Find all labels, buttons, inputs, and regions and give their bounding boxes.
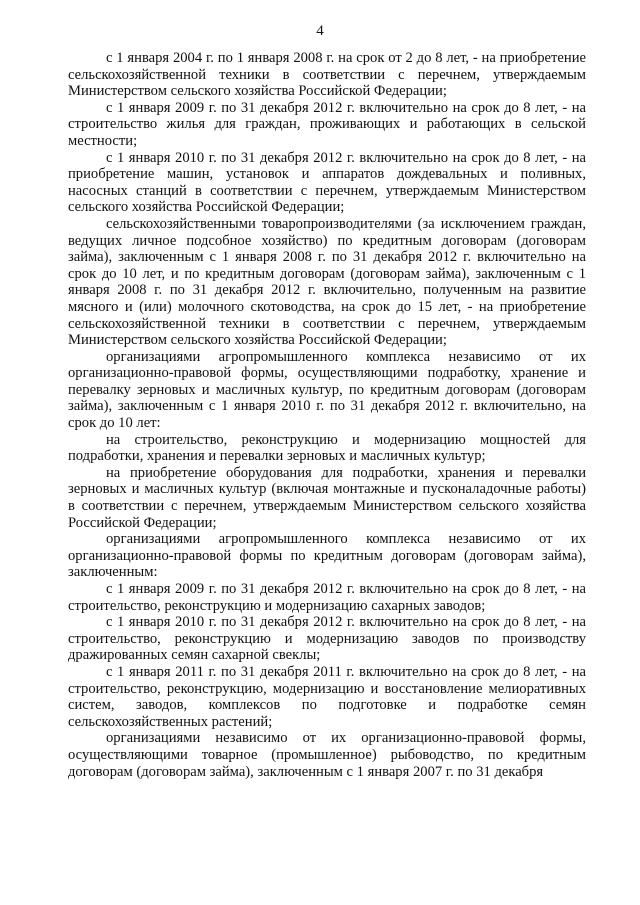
- paragraph: организациями агропромышленного комплекса независимо от их организационно-правовой формы по кредитным договорам (договорам займа), заключенным:: [68, 531, 586, 581]
- paragraph: с 1 января 2011 г. по 31 декабря 2011 г. включительно на срок до 8 лет, - на строительство, реконструкцию, модернизацию и восстановление мелиоративных систем, заводов, комплексов по подготовке и подработке семян сельскохозяйственных растений;: [68, 663, 586, 730]
- paragraph: с 1 января 2004 г. по 1 января 2008 г. на срок от 2 до 8 лет, - на приобретение сельскохозяйственной техники в соответствии с перечнем, утверждаемым Министерством сельского хозяйства Российской Федерации;: [68, 50, 586, 100]
- document-body: [68, 50, 586, 780]
- paragraph: организациями независимо от их организационно-правовой формы, осуществляющими товарное (промышленное) рыбоводство, по кредитным договорам (договорам займа), заключенным с 1 января 2007 г. по 31 декабря: [68, 730, 586, 780]
- paragraph: на строительство, реконструкцию и модернизацию мощностей для подработки, хранения и перевалки зерновых и масличных культур;: [68, 431, 586, 465]
- paragraph: сельскохозяйственными товаропроизводителями (за исключением граждан, ведущих личное подсобное хозяйство) по кредитным договорам (договорам займа), заключенным с 1 января 2008 г. по 31 декабря 2012 г. включительно на срок до 10 лет, и по кредитным договорам (договорам займа), заключенным с 1 января 2008 г. по 31 декабря 2012 г. включительно, полученным на развитие мясного и (или) молочного скотоводства, на срок до 15 лет, - на приобретение сельскохозяйственной техники в соответствии с перечнем, утверждаемым Министерством сельского хозяйства Российской Федерации;: [68, 215, 586, 349]
- paragraph: организациями агропромышленного комплекса независимо от их организационно-правовой формы, осуществляющими подработку, хранение и перевалку зерновых и масличных культур, по кредитным договорам (договорам займа), заключенным с 1 января 2010 г. по 31 декабря 2012 г. включительно, на срок до 10 лет:: [68, 348, 586, 432]
- paragraph: с 1 января 2009 г. по 31 декабря 2012 г. включительно на срок до 8 лет, - на строительство жилья для граждан, проживающих и работающих в сельской местности;: [68, 99, 586, 149]
- paragraph: с 1 января 2009 г. по 31 декабря 2012 г. включительно на срок до 8 лет, - на строительство, реконструкцию и модернизацию сахарных заводов;: [68, 581, 586, 614]
- paragraph: с 1 января 2010 г. по 31 декабря 2012 г. включительно на срок до 8 лет, - на приобретение машин, установок и аппаратов дождевальных и поливных, насосных станций в соответствии с перечнем, утверждаемым Министерством сельского хозяйства Российской Федерации;: [68, 149, 586, 216]
- paragraph: на приобретение оборудования для подработки, хранения и перевалки зерновых и масличных культур (включая монтажные и пусконаладочные работы) в соответствии с перечнем, утверждаемым Министерством сельского хозяйства Российской Федерации;: [68, 464, 586, 531]
- paragraph: с 1 января 2010 г. по 31 декабря 2012 г. включительно на срок до 8 лет, - на строительство, реконструкцию и модернизацию заводов по производству дражированных семян сахарной свеклы;: [68, 614, 586, 664]
- page-number: 4: [316, 23, 324, 39]
